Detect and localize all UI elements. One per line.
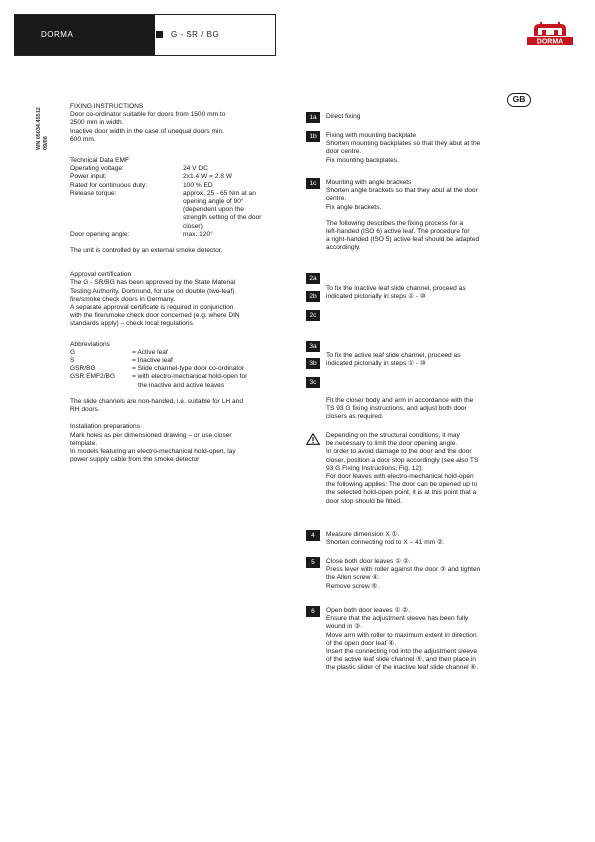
step-line: the selected hold-open point; it is at this point that a [326,489,477,497]
installation-line: template. [70,439,98,447]
step-line: TS 93 G fixing instructions, and adjust both door [326,405,467,413]
handed-note-line: The slide channels are non-handed, i.e. suitable for LH and [70,397,244,405]
step-line: Fixing with mounting backplate [326,132,417,139]
spec-label: Power input: [70,173,107,181]
approval-block [70,271,288,328]
abbreviation-row [70,357,288,365]
spec-row [70,182,288,190]
approval-line: fire/smoke check doors in Germany. [70,295,176,303]
spec-value: max. 120° [183,230,213,238]
approval-line: standards apply) – check local regulations. [70,320,195,328]
step-line: Fix mounting backplates. [326,156,399,164]
step-line: Open both door leaves ① ②. [326,607,411,614]
section-title: FIXING INSTRUCTIONS [70,103,144,110]
step-body [326,397,528,422]
installation-line: power supply cable from the smoke detector [70,456,200,464]
step-line: Shorten angle brackets so that they abut at the door [326,187,478,195]
document-code [36,107,50,150]
spec-row [70,173,288,181]
handed-note-line: RH doors. [70,406,100,414]
step-body [326,179,528,253]
abbreviations-title: Abbreviations [70,340,110,348]
step-line: wound in ③. [326,623,362,631]
intro-block [70,111,288,144]
step-label: 1a [306,112,320,123]
step-line: Shorten connecting rod to X – 41 mm ②. [326,539,445,547]
step-line: Press lever with roller against the door ③ and tighten [326,566,481,574]
step-line: Move arm with roller to maximum extent in direction [326,631,477,639]
step-line: Shorten mounting backplates so that they abut at the [326,140,481,148]
intro-line: 600 mm. [70,135,96,143]
spec-value-line: closer) [183,222,203,230]
step-line: door stop should be fitted. [326,497,402,505]
left-column [70,103,288,472]
step-label: 2c [306,310,320,321]
abbreviation-value: = Slide channel-type door co-ordinator [132,365,244,373]
smoke-detector-note: The unit is controlled by an external smoke detector. [70,247,223,255]
abbreviation-key: GSR EMF2/BG [70,373,116,381]
step-line: indicated pictorially in steps ① - ⑩ [326,293,426,301]
abbreviation-key: GSR/BG [70,365,96,373]
dorma-logo [526,20,574,46]
spec-value: 2x1.4 W = 2.8 W [183,173,232,181]
abbreviation-value: = Inactive leaf [132,357,173,365]
abbreviation-value [132,373,288,389]
step-body [326,607,528,673]
warning-icon [306,433,320,445]
step-line: accordingly. [326,244,361,252]
step-line: closer, position a door stop accordingly (see also TS [326,456,479,464]
abbreviation-value-line: the inactive and active leaves [138,381,225,389]
approval-line: A separate approval certificate is required in conjunction [70,304,234,312]
header-square-small [156,31,163,38]
spec-value-line: (dependent upon the [183,206,244,214]
step-line: left-handed (ISO 6) active leaf. The procedure for [326,228,470,236]
step-label: 1c [306,178,320,189]
step-label: 3b [306,358,320,369]
step-body [326,113,528,121]
step-label: 1b [306,131,320,142]
step-label: 2a [306,273,320,284]
approval-title: Approval certification [70,271,132,279]
spec-label: Release torque: [70,189,117,197]
step-line: Depending on the structural conditions, it may [326,432,460,439]
installation-line: In models featuring an electro-mechanical hold-open, lay [70,447,236,455]
language-badge: GB [507,93,531,107]
step-line: The following describes the fixing process for a [326,219,464,227]
step-line: For door leaves with electro-mechanical hold-open [326,473,474,481]
step-line: a right-handed (ISO 5) active leaf should be adapted [326,236,480,244]
step-body [326,531,528,547]
spec-row [70,231,288,239]
document-code-number: WN 05034.45512 [36,107,42,150]
abbreviation-row [70,365,288,373]
step-body [326,285,528,301]
step-line: the plastic slider of the inactive leaf slide channel ⑥. [326,664,479,672]
brand-name: DORMA [41,30,74,39]
installation-title: Installation preparations [70,423,141,431]
spec-value-line: approx. 25 - 65 Nm at an [183,189,256,197]
logo-text: DORMA [536,38,564,46]
abbreviation-row [70,373,288,389]
handed-note [70,398,288,414]
step-line: To fix the inactive leaf slide channel, proceed as [326,285,466,292]
step-line: Direct fixing [326,113,361,120]
spec-label: Operating voltage: [70,165,124,173]
abbreviation-value: = Active leaf [132,348,168,356]
approval-line: with the fire/smoke check door concerned (e.g. where DIN [70,312,240,320]
tech-data-block [70,157,288,239]
step-label: 3a [306,341,320,352]
step-line: Mounting with angle brackets [326,179,412,186]
step-line: Fix angle brackets. [326,203,382,211]
spec-row [70,165,288,173]
step-line: Insert the connecting rod into the adjustment sleeve [326,648,478,656]
step-line: Measure dimension X ①. [326,531,400,538]
step-line: indicated pictorially in steps ① - ⑩ [326,360,426,368]
intro-line: Inactive door width in the case of unequal doors min. [70,127,224,135]
step-line: the Allen screw ④. [326,574,380,582]
step-line: Ensure that the adjustment sleeve has been fully [326,615,469,623]
step-line: centre. [326,195,347,203]
installation-block [70,423,288,464]
step-line: Remove screw ⑤. [326,582,380,590]
intro-line: Door co-ordinator suitable for doors from 1500 mm to [70,111,226,119]
step-label: 3c [306,377,320,388]
approval-line: The G - SR/BG has been approved by the State Material [70,279,236,287]
abbreviation-key: G [70,348,76,356]
step-line: Fit the closer body and arm in accordance with the [326,397,474,404]
step-body [326,352,528,368]
spec-row [70,190,288,231]
step-line: closers as required. [326,413,384,421]
header-bar [14,14,276,56]
spec-label: Rated for continuous duty: [70,181,147,189]
step-line: the following applies: The door can be opened up to [326,481,478,489]
step-label: 5 [306,557,320,568]
spec-value: 24 V DC [183,165,208,173]
abbreviations-block [70,341,288,390]
step-label: 2b [306,291,320,302]
spec-value-line: opening angle of 90° [183,198,244,206]
step-line: of the active leaf slide channel ⑤, and then place in [326,656,476,664]
document-code-date: 09/08 [43,136,49,150]
product-code: G - SR / BG [171,30,220,39]
abbreviation-key: S [70,357,75,365]
step-body [326,558,528,591]
spec-value: 100 % ED [183,181,213,189]
abbreviation-value-line: = with electro-mechanical hold-open for [132,373,248,381]
step-label: 6 [306,606,320,617]
intro-line: 2500 mm in width. [70,119,124,127]
step-line: In order to avoid damage to the door and the door [326,448,472,456]
tech-data-title: Technical Data EMF [70,157,129,165]
spec-value-line: strength setting of the door [183,214,262,222]
step-label: 4 [306,530,320,541]
step-body [326,132,528,165]
step-line: To fix the active leaf slide channel, proceed as [326,352,461,359]
spec-label: Door opening angle: [70,230,130,238]
step-line: 93 G Fixing Instructions, Fig. 12). [326,464,424,472]
step-body [326,432,528,506]
header-brand-block [15,15,155,55]
step-line: door centre. [326,148,362,156]
abbreviation-row [70,349,288,357]
approval-line: Testing Authority, Dortmund, for use on double (two-leaf) [70,287,235,295]
step-line: Close both door leaves ① ②. [326,558,411,565]
step-line: of the open door leaf ④. [326,639,397,647]
step-line: be necessary to limit the door opening angle. [326,440,458,448]
installation-line: Mark holes as per dimensioned drawing – or use closer [70,431,232,439]
spec-value [183,190,288,231]
step-line [326,212,528,220]
header-square-large [146,30,154,38]
